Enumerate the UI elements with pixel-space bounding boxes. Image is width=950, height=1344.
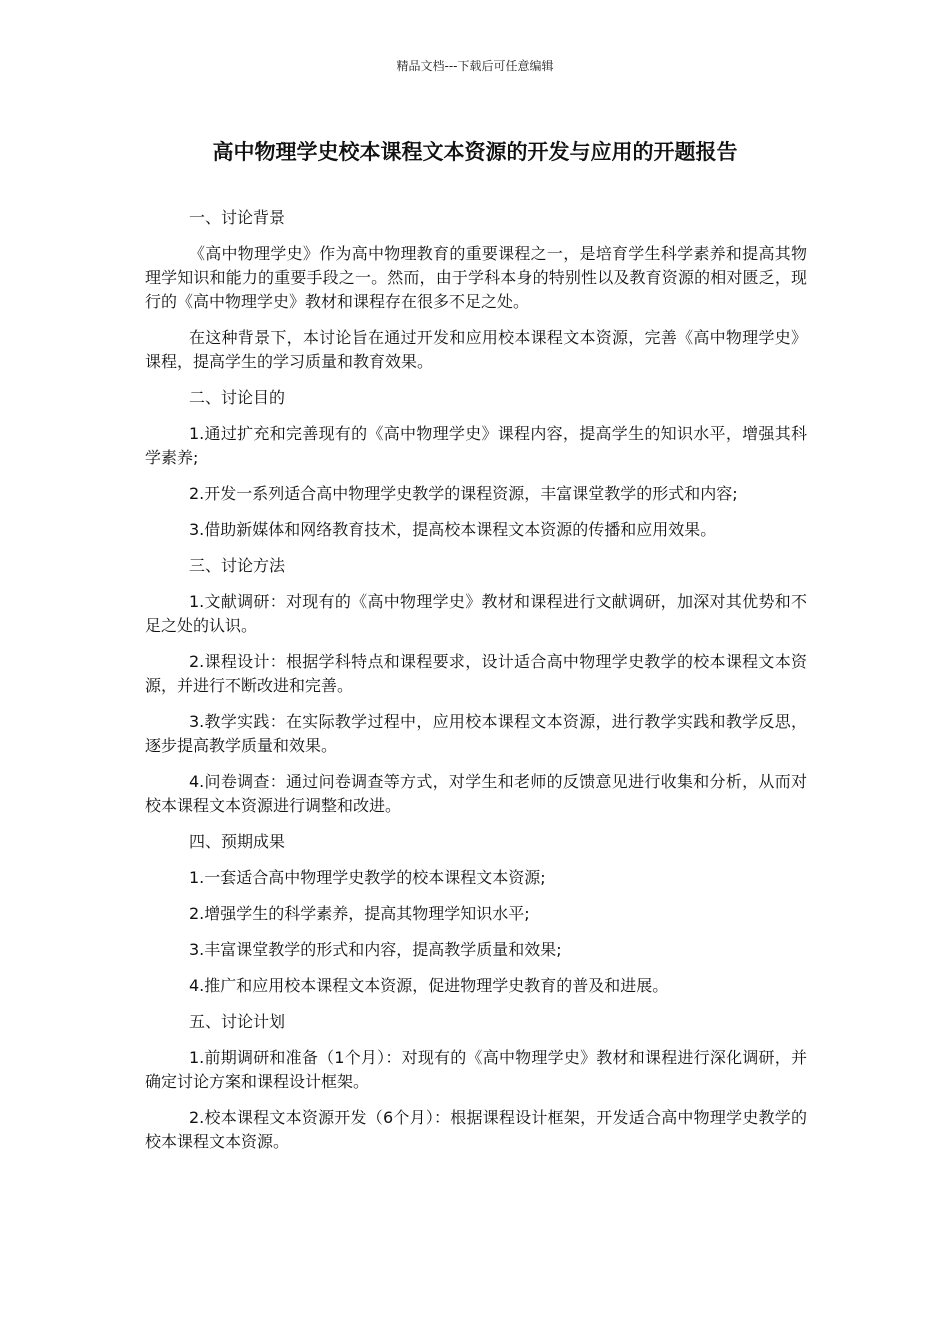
list-item: 2.课程设计：根据学科特点和课程要求，设计适合高中物理学史教学的校本课程文本资源，并进行不断改进和完善。: [145, 652, 807, 695]
section-heading-plan: 五、讨论计划: [189, 1012, 286, 1031]
section-heading-purpose: 二、讨论目的: [189, 388, 286, 407]
list-item: 1.前期调研和准备（1个月）：对现有的《高中物理学史》教材和课程进行深化调研，并确定讨论方案和课程设计框架。: [145, 1048, 807, 1091]
list-item: 2.开发一系列适合高中物理学史教学的课程资源，丰富课堂教学的形式和内容;: [189, 484, 738, 503]
list-item: 2.增强学生的科学素养，提高其物理学知识水平;: [189, 904, 530, 923]
paragraph: 《高中物理学史》作为高中物理教育的重要课程之一，是培育学生科学素养和提高其物理学知识和能力的重要手段之一。然而，由于学科本身的特别性以及教育资源的相对匮乏，现行的《高中物理学史》教材和课程存在很多不足之处。: [145, 244, 807, 311]
list-item: 1.一套适合高中物理学史教学的校本课程文本资源;: [189, 868, 546, 887]
list-item: 1.通过扩充和完善现有的《高中物理学史》课程内容，提高学生的知识水平，增强其科学素养;: [145, 424, 807, 467]
section-heading-methods: 三、讨论方法: [189, 556, 286, 575]
paragraph: 在这种背景下，本讨论旨在通过开发和应用校本课程文本资源，完善《高中物理学史》课程，提高学生的学习质量和教育效果。: [145, 328, 807, 371]
document-body: [145, 206, 807, 1166]
list-item: 3.借助新媒体和网络教育技术，提高校本课程文本资源的传播和应用效果。: [189, 520, 717, 539]
document-title: 高中物理学史校本课程文本资源的开发与应用的开题报告: [212, 140, 738, 164]
list-item: 1.文献调研：对现有的《高中物理学史》教材和课程进行文献调研，加深对其优势和不足之处的认识。: [145, 592, 807, 635]
section-heading-background: 一、讨论背景: [189, 208, 286, 227]
header-note: 精品文档---下载后可任意编辑: [396, 59, 554, 73]
list-item: 4.推广和应用校本课程文本资源，促进物理学史教育的普及和进展。: [189, 976, 669, 995]
list-item: 2.校本课程文本资源开发（6个月）：根据课程设计框架，开发适合高中物理学史教学的校本课程文本资源。: [145, 1108, 807, 1151]
list-item: 3.丰富课堂教学的形式和内容，提高教学质量和效果;: [189, 940, 562, 959]
section-heading-outcomes: 四、预期成果: [189, 832, 286, 851]
list-item: 3.教学实践：在实际教学过程中，应用校本课程文本资源，进行教学实践和教学反思，逐步提高教学质量和效果。: [145, 712, 807, 755]
list-item: 4.问卷调查：通过问卷调查等方式，对学生和老师的反馈意见进行收集和分析，从而对校本课程文本资源进行调整和改进。: [145, 772, 807, 815]
